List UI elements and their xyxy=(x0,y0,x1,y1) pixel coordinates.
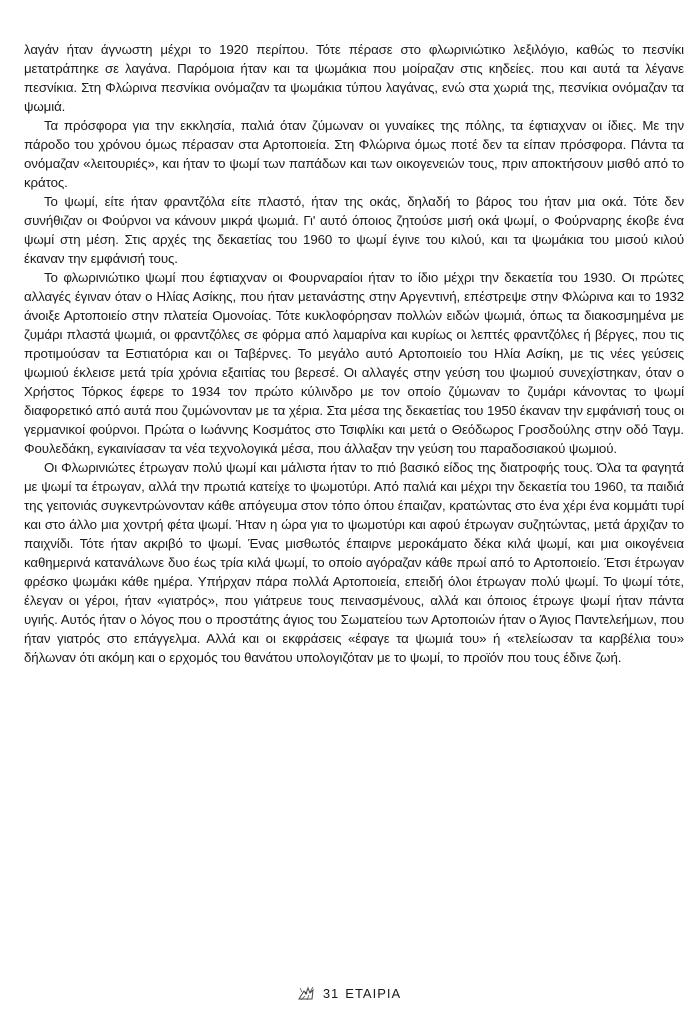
paragraph: λαγάν ήταν άγνωστη μέχρι το 1920 περίπου. Τότε πέρασε στο φλωρινιώτικο λεξιλόγιο, καθώς το πεσνίκι μετατράπηκε σε λαγάνα. Παρόμοια ήταν και τα ψωμάκια που μοίραζαν στις κηδείες. που και αυτά τα λέγανε πεσνίκια. Στη Φλώρινα πεσνίκια ονόμαζαν τα ψωμάκια τύπου λαγάνας, ενώ στα χωριά της, πεσνίκια ονόμαζαν τα ψωμιά. xyxy=(24,42,684,114)
paragraph: Το ψωμί, είτε ήταν φραντζόλα είτε πλαστό, ήταν της οκάς, δηλαδή το βάρος του ήταν μια οκά. Τότε δεν συνήθιζαν οι Φούρνοι να κάνουν μικρά ψωμιά. Γι' αυτό όποιος ζητούσε μισή οκά ψωμί, ο Φούρναρης έκοβε ένα ψωμί στη μέση. Στις αρχές της δεκαετίας του 1960 το ψωμί έγινε του κιλού, και τα ψωμάκια του μισού κιλού έκαναν την εμφάνισή τους. xyxy=(24,194,684,266)
paragraph: Τα πρόσφορα για την εκκλησία, παλιά όταν ζύμωναν οι γυναίκες της πόλης, τα έφτιαχναν οι ίδιες. Με την πάροδο του χρόνου όμως πέρασαν στα Αρτοποιεία. Στη Φλώρινα όμως ποτέ δεν τα είπαν πρόσφορα. Πάντα τα ονόμαζαν «λειτουριές», και ήταν το ψωμί των παπάδων και των οικογενειών τους, πριν αποκτήσουν μισθό από το κράτος. xyxy=(24,118,684,190)
page-footer xyxy=(0,982,696,1004)
society-emblem-icon xyxy=(295,982,317,1004)
paragraph: Οι Φλωρινιώτες έτρωγαν πολύ ψωμί και μάλιστα ήταν το πιό βασικό είδος της διατροφής τους. Όλα τα φαγητά με ψωμί τα έτρωγαν, αλλά την πρωτιά κατείχε το ψωμοτύρι. Από παλιά και μέχρι την δεκαετία του 1960, τα παιδιά της γειτονιάς συγκεντρώνονταν κάθε απόγευμα στον τόπο όπου έπαιζαν, κρατώντας στο ένα χέρι ένα κομμάτι τυρί και στο άλλο μια χοντρή φέτα ψωμί. Ήταν η ώρα για το ψωμοτύρι και αφού έτρωγαν συζητώντας, μετά άρχιζαν το παιχνίδι. Τότε ήταν ακριβό το ψωμί. Ένας μισθωτός έπαιρνε μεροκάματο δέκα κιλά ψωμί, και μια οικογένεια καθημερινά κατανάλωνε δυο έως τρία κιλά ψωμί, το οποίο αγόραζαν κάθε πρωί από το Αρτοποιείο. Έτσι έτρωγαν φρέσκο ψωμάκι κάθε ημέρα. Υπήρχαν πάρα πολλά Αρτοποιεία, επειδή όλοι έτρωγαν πολύ ψωμί. Το ψωμί τότε, έλεγαν οι γέροι, ήταν «γιατρός», που γιάτρευε τους πεινασμένους, αλλά και όποιος έτρωγε ψωμί ήταν πάντα υγιής. Αυτός ήταν ο λόγος που ο προστάτης άγιος του Σωματείου των Αρτοποιών ήταν ο Άγιος Παντελεήμων, που ήταν γιατρός στο επάγγελμα. Αλλά και οι εκφράσεις «έφαγε τα ψωμιά του» ή «τελείωσαν τα καρβέλια του» δήλωναν ότι ακόμη και ο ερχομός του θανάτου υπολογιζόταν με το ψωμί, το προϊόν που τους έδινε ζωή. xyxy=(24,460,684,665)
document-body xyxy=(24,40,684,667)
paragraph: Το φλωρινιώτικο ψωμί που έφτιαχναν οι Φουρναραίοι ήταν το ίδιο μέχρι την δεκαετία του 1930. Οι πρώτες αλλαγές έγιναν όταν ο Ηλίας Ασίκης, που ήταν μετανάστης στην Αργεντινή, επέστρεψε στην Φλώρινα και το 1932 άνοιξε Αρτοποιείο στην πλατεία Ομονοίας. Τότε κυκλοφόρησαν πολλών ειδών ψωμιά, όπως τα διακοσμημένα με ζυμάρι πλαστά ψωμιά, οι φραντζόλες σε φόρμα από λαμαρίνα και κυρίως οι λεπτές φραντζόλες ή βέργες, που τις προτιμούσαν τα Εστιατόρια και οι Ταβέρνες. Το μεγάλο αυτό Αρτοποιείο του Ηλία Ασίκη, με τις νέες γεύσεις ψωμιού έκλεισε μετά τρία χρόνια εξαιτίας του βερεσέ. Οι αλλαγές στην γεύση του ψωμιού συνεχίστηκαν, όταν ο Χρήστος Τόρκος έφερε το 1934 τον πρώτο κύλινδρο με τον οποίο ζύμωναν το ζυμάρι κάνοντας το ψωμί διαφορετικό από αυτά που ζυμώνονταν με τα χέρια. Στα μέσα της δεκαετίας του 1950 έκαναν την εμφάνισή τους οι γερμανικοί φούρνοι. Πρώτα ο Ιωάννης Κοσμάτος στο Τσιφλίκι και μετά ο Θεόδωρος Γροσδούλης στην οδό Ταγμ. Φουλεδάκη, εγκαινίασαν τα νέα τεχνολογικά μέσα, που άλλαξαν την γεύση του παραδοσιακού ψωμιού. xyxy=(24,270,684,456)
footer-label: ΕΤΑΙΡΙΑ xyxy=(345,985,402,1001)
page-number: 31 xyxy=(322,985,340,1001)
